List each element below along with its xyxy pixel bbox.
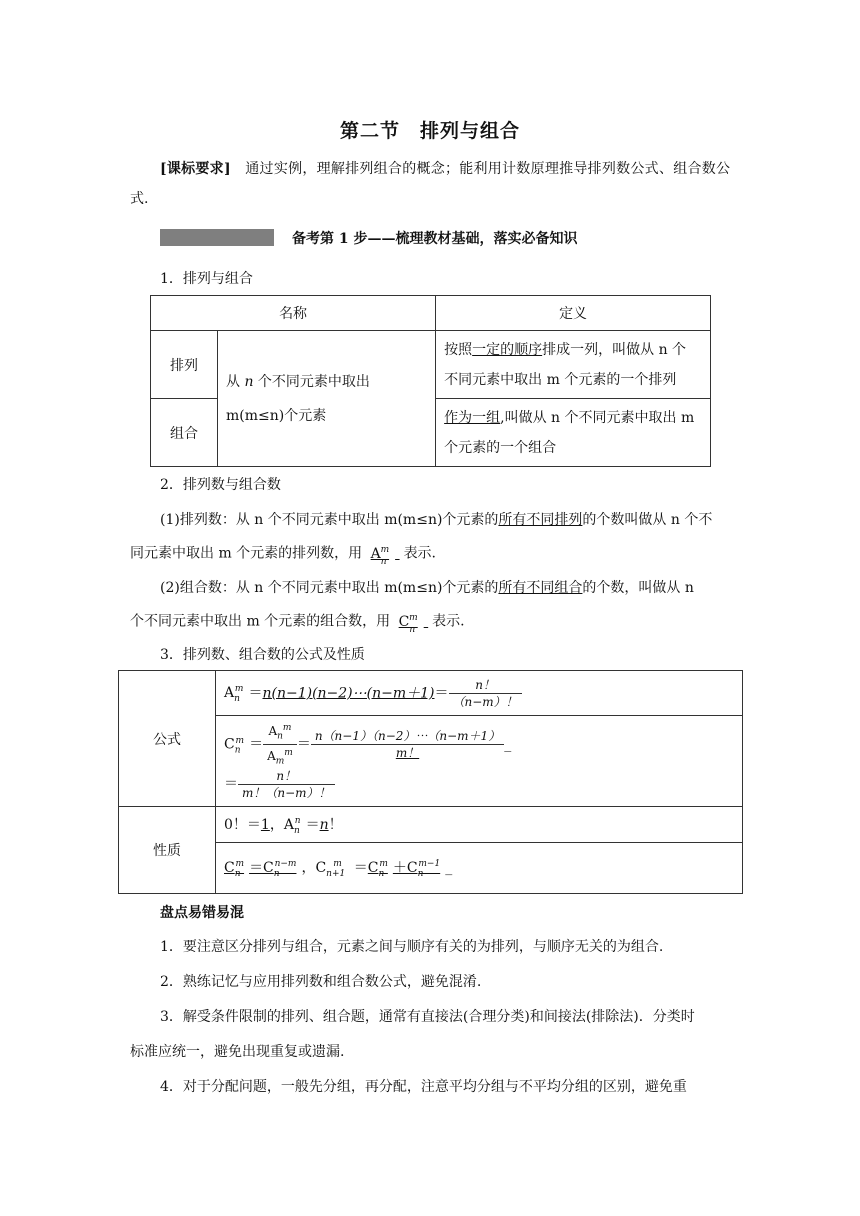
combination-formula: $C_n^m$ ＝ $\frac{A_n^m}{A_m^m}$ ＝ $\frac{n(n-1)(n-2)\cdots(n-m+1)}{m!}$ _ ＝ $\frac{n!}{m!(n-m)!}$ [216,716,743,807]
formula-label: 公式 [119,671,216,807]
requirement-text: 通过实例，理解排列组合的概念；能利用计数原理推导排列数公式、组合数公式. [130,161,731,207]
col-name-header: 名称 [151,296,436,331]
row-permutation-name: 排列 [151,331,218,399]
list-item: 4．对于分配问题，一般先分组，再分配，注意平均分组与不平均分组的区别，避免重 [160,1079,687,1095]
section2-p2: (2)组合数：从 n 个不同元素中取出 m(m≤n)个元素的所有不同组合的个数，叫做从 n 个不同元素中取出 m 个元素的组合数，用 $C_n^m$ 表示. [130,580,694,636]
list-item: 1．要注意区分排列与组合，元素之间与顺序有关的为排列，与顺序无关的为组合. [160,939,664,955]
section1-heading: 1．排列与组合 [160,271,253,287]
shared-definition-cell: 从 n 个不同元素中取出 m(m≤n)个元素 [218,331,436,467]
section3-heading: 3．排列数、组合数的公式及性质 [160,647,365,663]
list-item: 3．解受条件限制的排列、组合题，通常有直接法(合理分类)和间接法(排除法)．分类时 [160,1009,695,1025]
permutation-formula: $A_n^m$ ＝n(n−1)(n−2)⋯(n−m＋1)＝ $\frac{n!}{(n-m)!}$ [216,671,743,716]
row-combination-name: 组合 [151,399,218,467]
mistakes-list [130,930,730,1105]
property-factorial: 0！＝1，$A_n^n =n$！ [216,807,743,843]
page-title: 第二节 排列与组合 [339,120,520,142]
step-heading: 备考第 1 步——梳理教材基础，落实必备知识 [292,231,578,247]
formula-table [118,670,743,894]
mistakes-heading: 盘点易错易混 [160,905,244,921]
list-item: 2．熟练记忆与应用排列数和组合数公式，避免混淆. [160,974,482,990]
section2-heading: 2．排列数与组合数 [160,477,281,493]
combination-definition: 作为一组,叫做从 n 个不同元素中取出 m 个元素的一个组合 [436,399,711,467]
permutation-combination-table [150,295,711,467]
list-item: 标准应统一，避免出现重复或遗漏. [130,1044,345,1060]
col-def-header: 定义 [436,296,711,331]
section2-p1: (1)排列数：从 n 个不同元素中取出 m(m≤n)个元素的所有不同排列的个数叫做从 n 个不 同元素中取出 m 个元素的排列数，用 $A_n^m$ 表示. [130,512,713,568]
requirement-paragraph [130,154,730,214]
property-label: 性质 [119,807,216,894]
requirement-tag: [课标要求] [160,161,231,177]
property-combination: $C_n^m =C_n^{n-m}$ ，$C_{n+1}^m =C_n^m +C_n^{m-1}$ _ [216,843,743,894]
permutation-definition: 按照一定的顺序排成一列，叫做从 n 个 不同元素中取出 m 个元素的一个排列 [436,331,711,399]
step-bar [160,229,274,246]
